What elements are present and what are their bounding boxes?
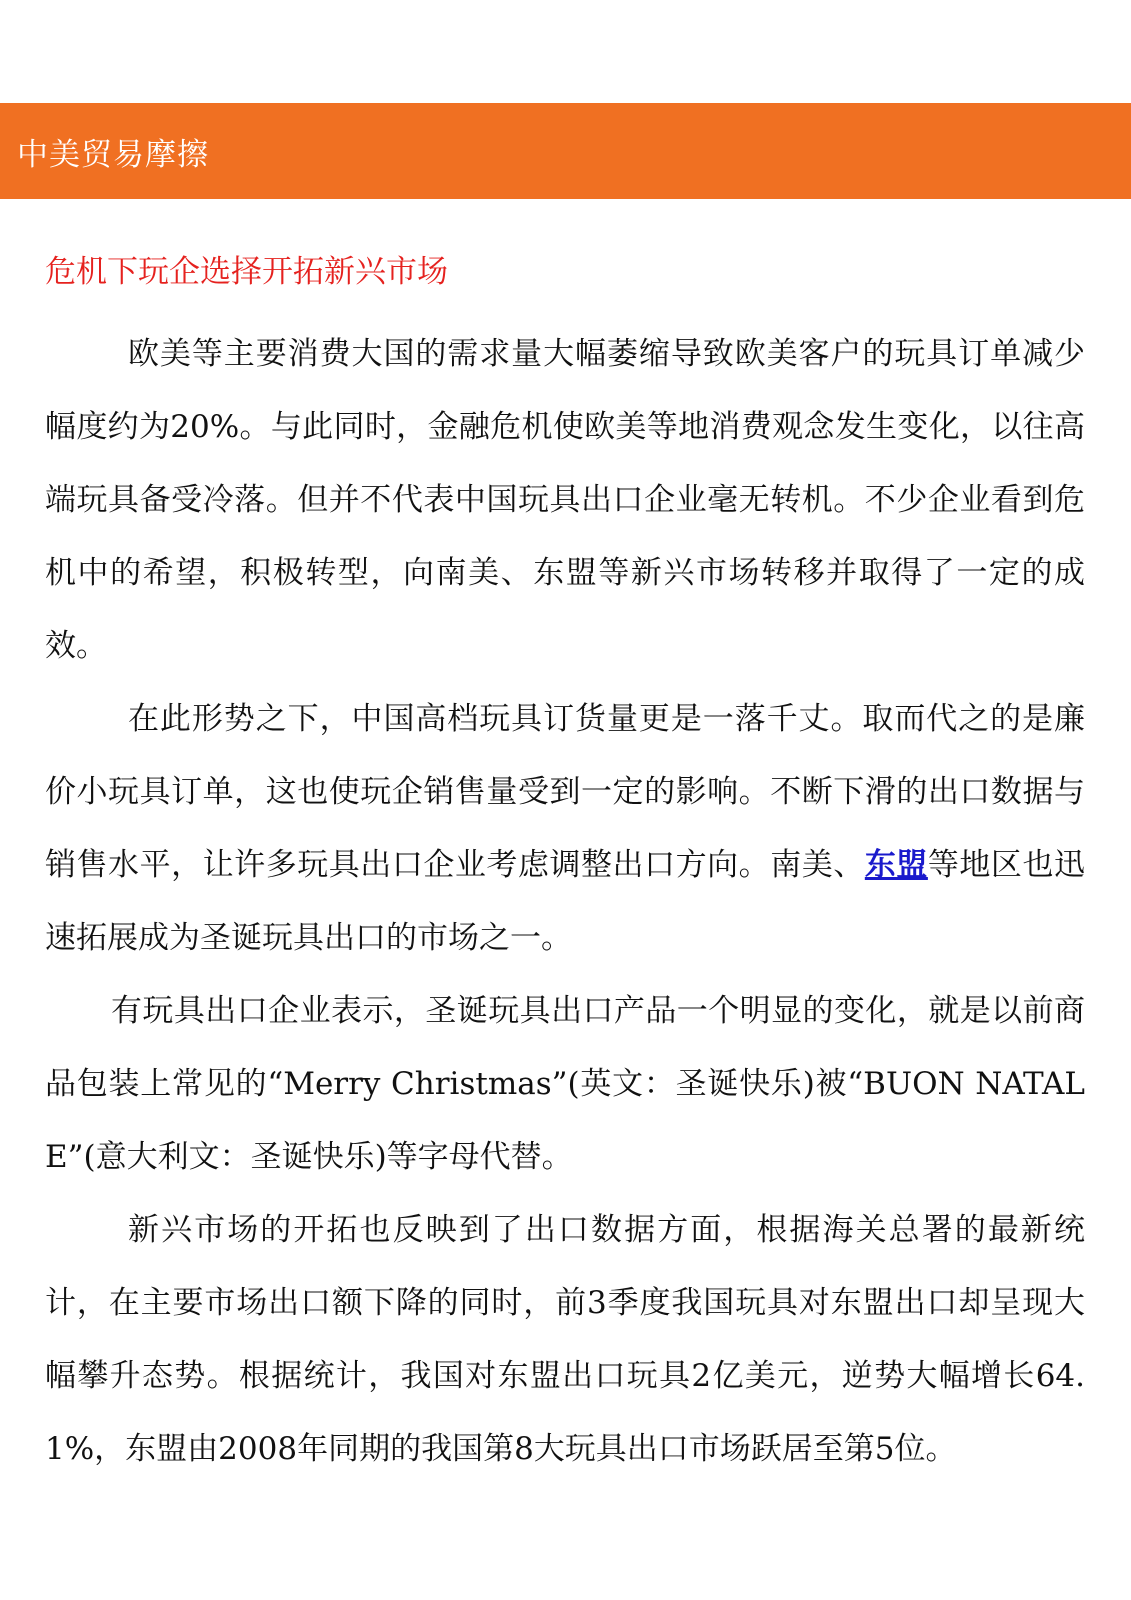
paragraph-3: 有玩具出口企业表示，圣诞玩具出口产品一个明显的变化，就是以前商品包装上常见的“Merry Christmas”(英文：圣诞快乐)被“BUON NATALE”(意大利文：圣诞快乐)等字母代替。 — [45, 993, 1085, 1175]
paragraph-4: 新兴市场的开拓也反映到了出口数据方面，根据海关总署的最新统计，在主要市场出口额下降的同时，前3季度我国玩具对东盟出口却呈现大幅攀升态势。根据统计，我国对东盟出口玩具2亿美元，逆势大幅增长64.1%，东盟由2008年同期的我国第8大玩具出口市场跃居至第5位。 — [45, 1212, 1085, 1467]
paragraph-2-text-before: 在此形势之下，中国高档玩具订货量更是一落千丈。取而代之的是廉价小玩具订单，这也使玩企销售量受到一定的影响。不断下滑的出口数据与销售水平，让许多玩具出口企业考虑调整出口方向。南美、 — [45, 701, 1085, 883]
article-headline: 危机下玩企选择开拓新兴市场 — [45, 254, 448, 290]
paragraph-1: 欧美等主要消费大国的需求量大幅萎缩导致欧美客户的玩具订单减少幅度约为20%。与此同时，金融危机使欧美等地消费观念发生变化，以往高端玩具备受冷落。但并不代表中国玩具出口企业毫无转机。不少企业看到危机中的希望，积极转型，向南美、东盟等新兴市场转移并取得了一定的成效。 — [45, 336, 1085, 664]
paragraph-2-text-after: 等地区也迅速拓展成为圣诞玩具出口的市场之一。 — [45, 847, 1085, 956]
section-banner — [0, 103, 1131, 199]
asean-link[interactable]: 东盟 — [864, 847, 928, 883]
section-title: 中美贸易摩擦 — [17, 136, 209, 173]
paragraph-2 — [45, 683, 1085, 975]
article-body — [45, 318, 1085, 1486]
